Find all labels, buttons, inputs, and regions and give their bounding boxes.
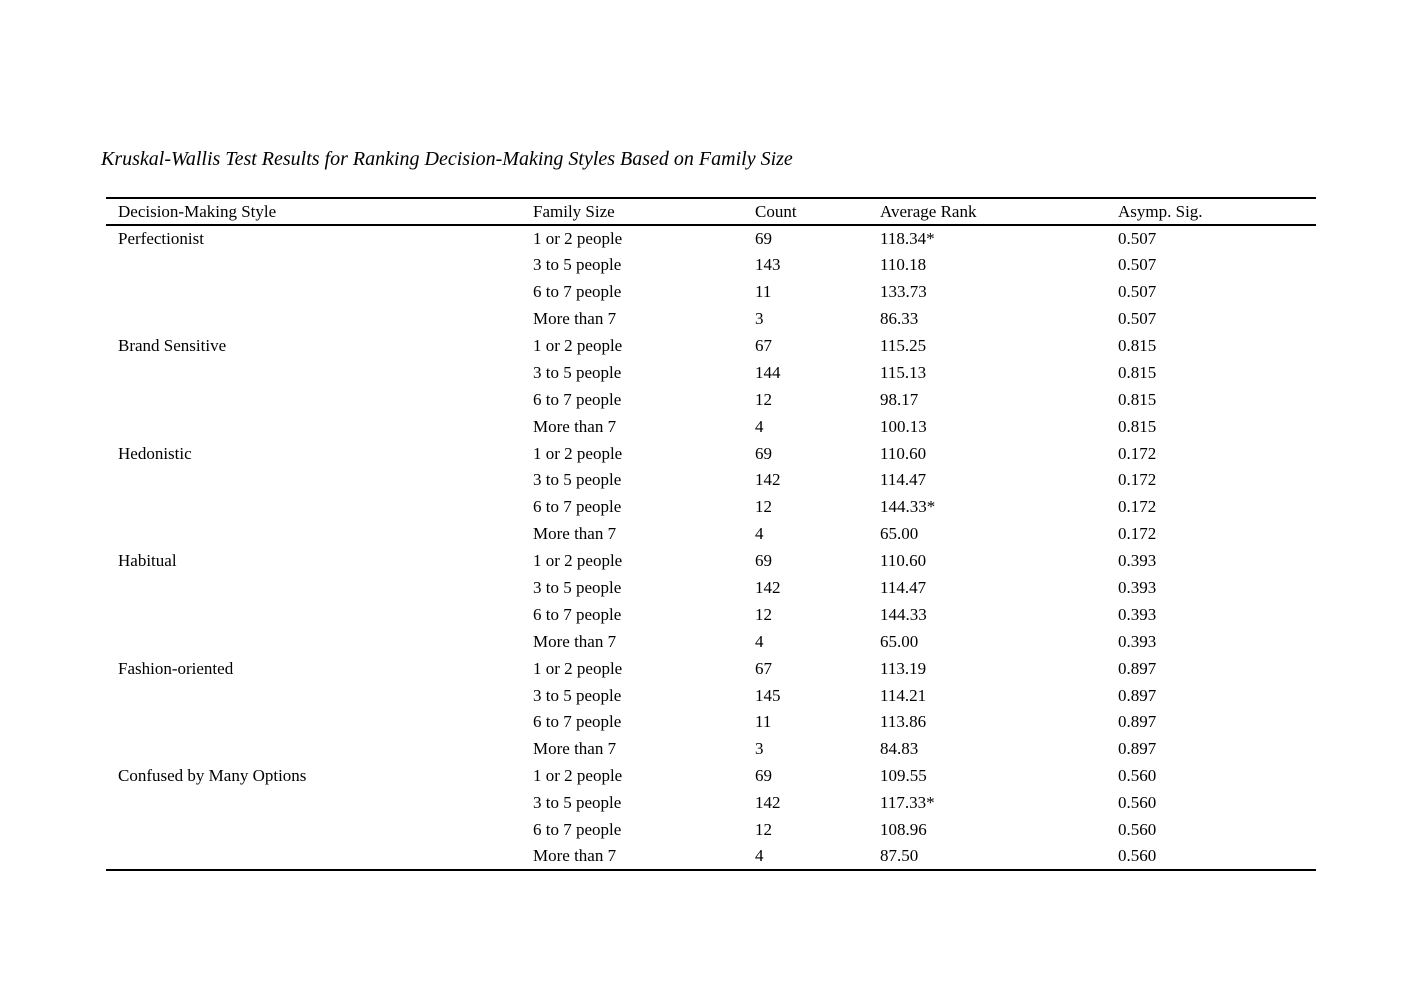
table-row [106, 843, 1316, 870]
table-row [106, 440, 1316, 467]
asymp-sig-cell: 0.815 [1118, 336, 1157, 355]
style-cell [106, 709, 533, 736]
style-cell [106, 601, 533, 628]
asymp-sig-cell: 0.815 [1118, 389, 1157, 409]
average-rank-cell: 114.47 [880, 578, 927, 598]
family-size-cell: More than 7 [533, 416, 617, 436]
asymp-sig-cell: 0.897 [1118, 739, 1157, 759]
table-row [106, 763, 1316, 790]
style-cell [106, 628, 533, 655]
count-cell: 3 [755, 309, 764, 329]
table-row [106, 386, 1316, 413]
asymp-sig-cell: 0.172 [1118, 497, 1157, 517]
asymp-sig-cell: 0.393 [1118, 604, 1157, 624]
table-row [106, 736, 1316, 763]
family-size-cell: 3 to 5 people [533, 470, 622, 490]
style-cell [106, 306, 533, 333]
style-cell: Confused by Many Options [118, 766, 307, 786]
style-cell [106, 494, 533, 521]
average-rank-cell: 113.86 [880, 712, 927, 732]
count-cell: 145 [755, 685, 781, 705]
family-size-cell: 6 to 7 people [533, 604, 622, 624]
asymp-sig-cell: 0.507 [1118, 282, 1157, 302]
family-size-cell: 6 to 7 people [533, 282, 622, 302]
style-cell [106, 843, 533, 870]
average-rank-cell: 113.19 [880, 658, 927, 678]
asymp-sig-cell: 0.560 [1118, 793, 1157, 813]
average-rank-cell: 117.33* [880, 793, 935, 813]
table-row [106, 467, 1316, 494]
average-rank-cell: 100.13 [880, 416, 927, 436]
count-cell: 142 [755, 578, 781, 598]
count-cell: 69 [755, 443, 772, 463]
average-rank-cell: 110.60 [880, 551, 927, 571]
family-size-cell: More than 7 [533, 739, 617, 759]
average-rank-cell: 114.47 [880, 470, 927, 490]
style-cell: Brand Sensitive [118, 336, 227, 355]
average-rank-cell: 115.13 [880, 362, 927, 382]
count-cell: 4 [755, 631, 764, 651]
table-row [106, 655, 1316, 682]
family-size-cell: 1 or 2 people [533, 228, 623, 248]
count-cell: 142 [755, 470, 781, 490]
family-size-cell: 3 to 5 people [533, 578, 622, 598]
count-cell: 69 [755, 228, 772, 248]
family-size-cell: 1 or 2 people [533, 551, 623, 571]
table-row [106, 521, 1316, 548]
style-cell [106, 413, 533, 440]
style-cell [106, 521, 533, 548]
style-cell [106, 359, 533, 386]
column-header-asymp-sig: Asymp. Sig. [1118, 201, 1203, 221]
table-row [106, 682, 1316, 709]
asymp-sig-cell: 0.815 [1118, 362, 1157, 382]
table-header [106, 198, 1316, 225]
style-cell [106, 575, 533, 602]
count-cell: 12 [755, 820, 772, 840]
average-rank-cell: 108.96 [880, 820, 927, 840]
family-size-cell: 3 to 5 people [533, 685, 622, 705]
average-rank-cell: 115.25 [880, 336, 927, 355]
average-rank-cell: 87.50 [880, 846, 919, 866]
column-header-decision-making-style: Decision-Making Style [118, 201, 277, 221]
family-size-cell: 1 or 2 people [533, 336, 623, 355]
family-size-cell: 1 or 2 people [533, 658, 623, 678]
asymp-sig-cell: 0.393 [1118, 551, 1157, 571]
column-header-count: Count [755, 201, 797, 221]
header-row [106, 198, 1316, 225]
style-cell [106, 736, 533, 763]
table-row [106, 333, 1316, 360]
family-size-cell: 3 to 5 people [533, 255, 622, 275]
family-size-cell: 3 to 5 people [533, 362, 622, 382]
family-size-cell: 6 to 7 people [533, 820, 622, 840]
style-cell [106, 467, 533, 494]
family-size-cell: 6 to 7 people [533, 389, 622, 409]
table-row [106, 359, 1316, 386]
average-rank-cell: 110.60 [880, 443, 927, 463]
asymp-sig-cell: 0.507 [1118, 228, 1157, 248]
table-row [106, 790, 1316, 817]
table-row [106, 252, 1316, 279]
count-cell: 11 [755, 282, 772, 302]
column-header-average-rank: Average Rank [880, 201, 977, 221]
family-size-cell: More than 7 [533, 631, 617, 651]
asymp-sig-cell: 0.815 [1118, 416, 1157, 436]
column-header-family-size: Family Size [533, 201, 615, 221]
table-row [106, 709, 1316, 736]
asymp-sig-cell: 0.897 [1118, 712, 1157, 732]
count-cell: 12 [755, 389, 772, 409]
average-rank-cell: 65.00 [880, 524, 919, 544]
count-cell: 12 [755, 497, 772, 517]
average-rank-cell: 133.73 [880, 282, 927, 302]
asymp-sig-cell: 0.897 [1118, 658, 1157, 678]
asymp-sig-cell: 0.560 [1118, 820, 1157, 840]
family-size-cell: More than 7 [533, 846, 617, 866]
family-size-cell: More than 7 [533, 309, 617, 329]
table-row [106, 413, 1316, 440]
style-cell [106, 790, 533, 817]
count-cell: 67 [755, 336, 772, 355]
asymp-sig-cell: 0.560 [1118, 846, 1157, 866]
style-cell: Habitual [118, 551, 177, 571]
average-rank-cell: 110.18 [880, 255, 927, 275]
style-cell: Perfectionist [118, 228, 204, 248]
family-size-cell: 3 to 5 people [533, 793, 622, 813]
family-size-cell: 6 to 7 people [533, 712, 622, 732]
table-row [106, 548, 1316, 575]
average-rank-cell: 86.33 [880, 309, 919, 329]
asymp-sig-cell: 0.897 [1118, 685, 1157, 705]
count-cell: 69 [755, 766, 772, 786]
family-size-cell: More than 7 [533, 524, 617, 544]
family-size-cell: 6 to 7 people [533, 497, 622, 517]
style-cell: Hedonistic [118, 443, 192, 463]
average-rank-cell: 98.17 [880, 389, 919, 409]
asymp-sig-cell: 0.393 [1118, 631, 1157, 651]
table-body [106, 225, 1316, 870]
style-cell [106, 279, 533, 306]
table-row [106, 306, 1316, 333]
asymp-sig-cell: 0.560 [1118, 766, 1157, 786]
asymp-sig-cell: 0.172 [1118, 443, 1157, 463]
table-row [106, 279, 1316, 306]
count-cell: 12 [755, 604, 772, 624]
count-cell: 4 [755, 524, 764, 544]
table-row [106, 575, 1316, 602]
average-rank-cell: 84.83 [880, 739, 919, 759]
count-cell: 143 [755, 255, 781, 275]
style-cell [106, 817, 533, 844]
average-rank-cell: 144.33* [880, 497, 936, 517]
style-cell [106, 682, 533, 709]
count-cell: 4 [755, 416, 764, 436]
count-cell: 3 [755, 739, 764, 759]
asymp-sig-cell: 0.172 [1118, 470, 1157, 490]
family-size-cell: 1 or 2 people [533, 443, 623, 463]
style-cell [106, 252, 533, 279]
style-cell: Fashion-oriented [118, 658, 234, 678]
asymp-sig-cell: 0.393 [1118, 578, 1157, 598]
asymp-sig-cell: 0.507 [1118, 255, 1157, 275]
asymp-sig-cell: 0.507 [1118, 309, 1157, 329]
table-row [106, 225, 1316, 252]
count-cell: 144 [755, 362, 781, 382]
count-cell: 142 [755, 793, 781, 813]
count-cell: 67 [755, 658, 772, 678]
kruskal-wallis-table [106, 197, 1316, 871]
asymp-sig-cell: 0.172 [1118, 524, 1157, 544]
count-cell: 11 [755, 712, 772, 732]
count-cell: 4 [755, 846, 764, 866]
style-cell [106, 386, 533, 413]
family-size-cell: 1 or 2 people [533, 766, 623, 786]
average-rank-cell: 144.33 [880, 604, 927, 624]
count-cell: 69 [755, 551, 772, 571]
table-row [106, 494, 1316, 521]
table-row [106, 628, 1316, 655]
average-rank-cell: 109.55 [880, 766, 927, 786]
table-title: Kruskal-Wallis Test Results for Ranking Decision-Making Styles Based on Family Size [101, 148, 793, 170]
table-row [106, 817, 1316, 844]
average-rank-cell: 114.21 [880, 685, 927, 705]
average-rank-cell: 118.34* [880, 228, 935, 248]
table-row [106, 601, 1316, 628]
average-rank-cell: 65.00 [880, 631, 919, 651]
